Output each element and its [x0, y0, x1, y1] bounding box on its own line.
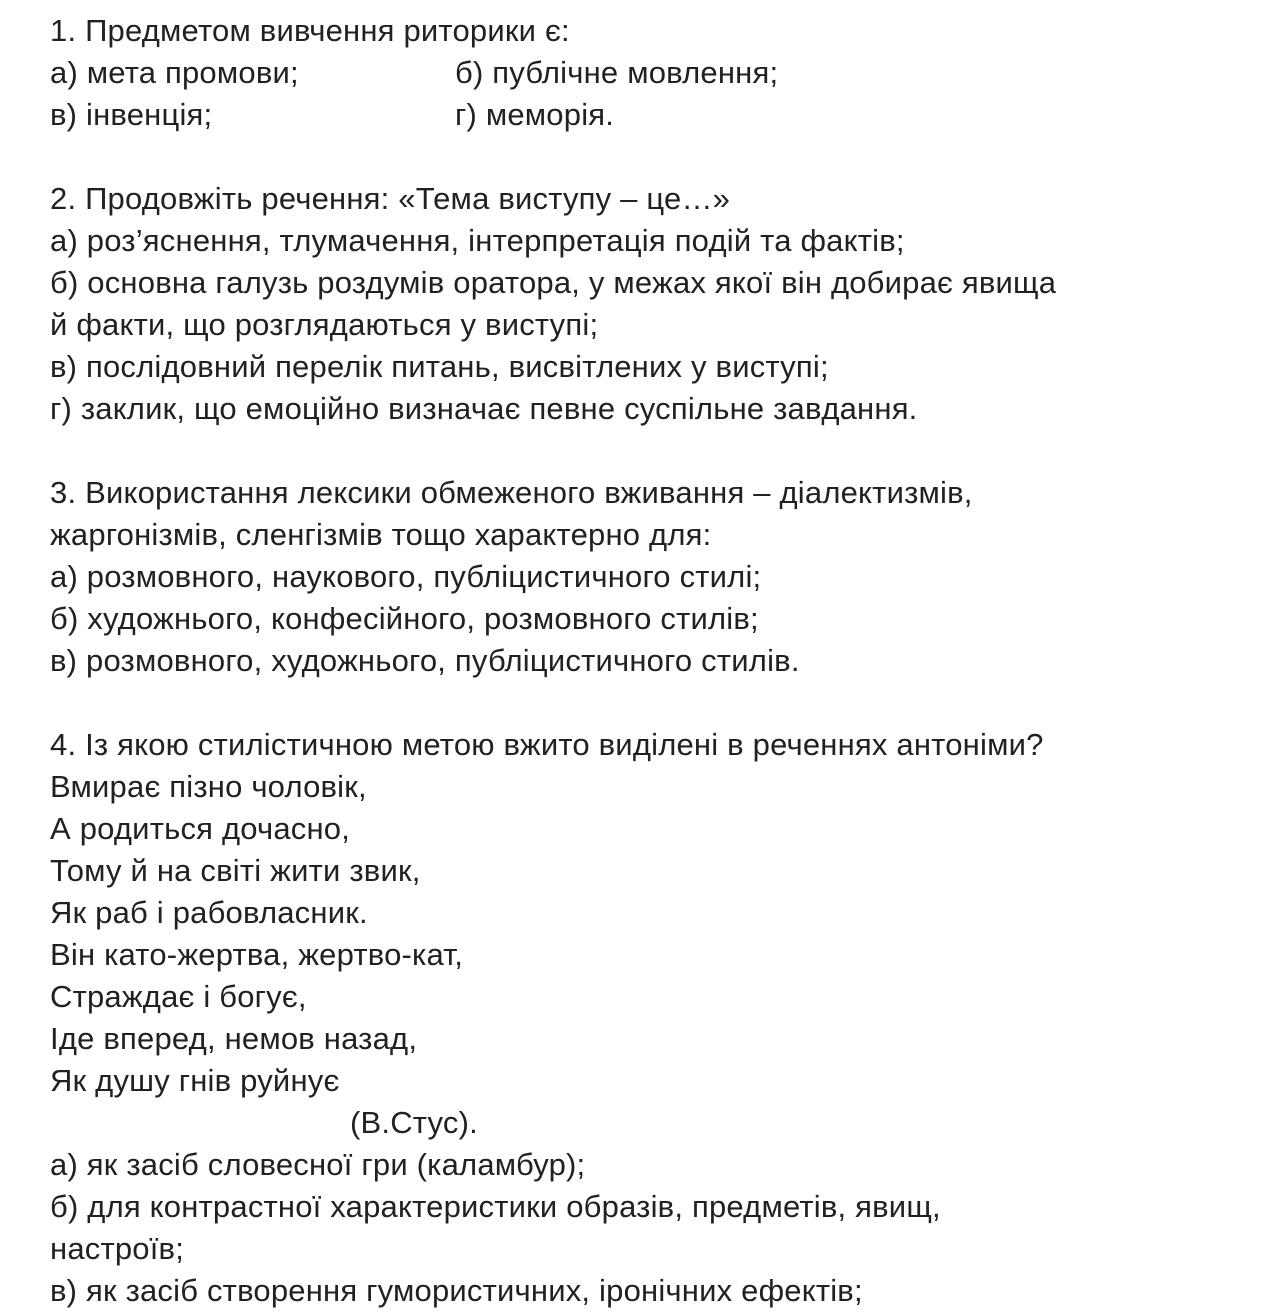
poem-line: Він като-жертва, жертво-кат,: [50, 937, 464, 972]
poem-line: Іде вперед, немов назад,: [50, 1021, 418, 1056]
option-label: б) публічне мовлення;: [455, 55, 779, 90]
option: а) розмовного, наукового, публіцистичного стилі;: [50, 559, 762, 594]
poem-line: Як раб і рабовласник.: [50, 895, 368, 930]
option: б) основна галузь роздумів оратора, у межах якої він добирає явища: [50, 265, 1057, 300]
option-label: г) меморія.: [455, 97, 615, 132]
option-label: а) мета промови;: [50, 55, 299, 90]
poem-line: А родиться дочасно,: [50, 811, 351, 846]
option: б) художнього, конфесійного, розмовного стилів;: [50, 601, 759, 636]
option-continuation: настроїв;: [50, 1231, 185, 1266]
question-title: 3. Використання лексики обмеженого вживання – діалектизмів,: [50, 475, 973, 510]
option-label: в) інвенція;: [50, 97, 213, 132]
poem-line: Страждає і богує,: [50, 979, 307, 1014]
question-title-continuation: жаргонізмів, сленгізмів тощо характерно для:: [50, 517, 712, 552]
option: в) розмовного, художнього, публіцистичного стилів.: [50, 643, 800, 678]
option: в) як засіб створення гумористичних, іронічних ефектів;: [50, 1273, 863, 1308]
poem-attribution: (В.Стус).: [350, 1105, 478, 1140]
question-1: [50, 10, 1225, 136]
option-row: [50, 52, 1225, 94]
option-row: [50, 94, 1225, 136]
poem-line: Вмирає пізно чоловік,: [50, 769, 367, 804]
option-continuation: й факти, що розглядаються у виступі;: [50, 307, 599, 342]
option: б) для контрастної характеристики образів, предметів, явищ,: [50, 1189, 941, 1224]
option: в) послідовний перелік питань, висвітлених у виступі;: [50, 349, 829, 384]
question-title: 4. Із якою стилістичною метою вжито виділені в реченнях антоніми?: [50, 727, 1044, 762]
poem-line: Тому й на світі жити звик,: [50, 853, 421, 888]
option: а) як засіб словесної гри (каламбур);: [50, 1147, 586, 1182]
question-4: [50, 724, 1225, 1312]
question-3: [50, 472, 1225, 682]
question-title: 1. Предметом вивчення риторики є:: [50, 13, 570, 48]
option: а) роз’яснення, тлумачення, інтерпретація подій та фактів;: [50, 223, 905, 258]
document-body: [50, 10, 1225, 1312]
question-title: 2. Продовжіть речення: «Тема виступу – це…»: [50, 181, 731, 216]
question-2: [50, 178, 1225, 430]
poem-line: Як душу гнів руйнує: [50, 1063, 340, 1098]
option: г) заклик, що емоційно визначає певне суспільне завдання.: [50, 391, 918, 426]
